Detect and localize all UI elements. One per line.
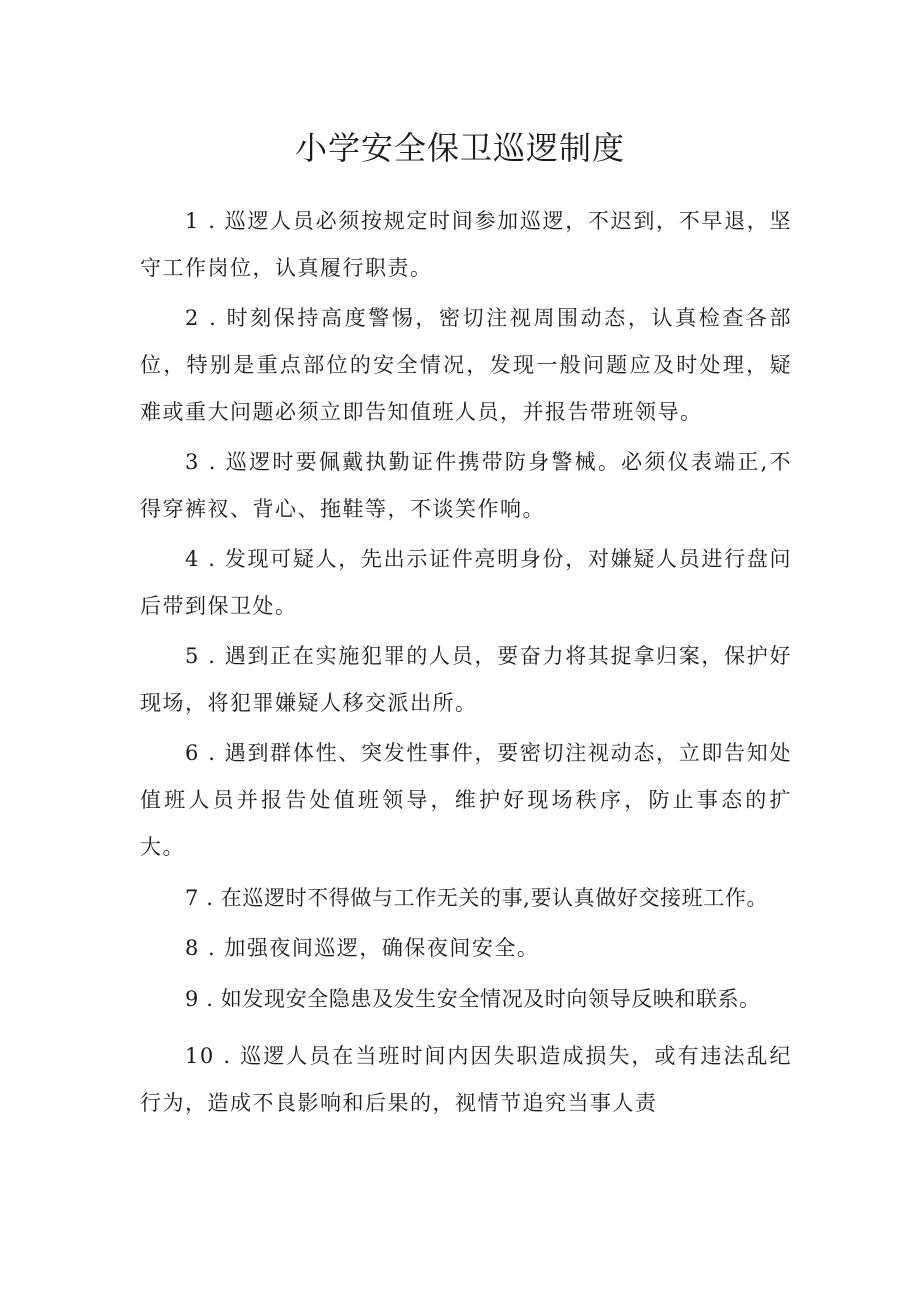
rule-item-9: 9 . 如发现安全隐患及发生安全情况及时向领导反映和联系。	[185, 987, 761, 1011]
rule-item-3: 3 . 巡逻时要佩戴执勤证件携带防身警械。必须仪表端正,不得穿裤衩、背心、拖鞋等，不谈笑作响。	[140, 450, 792, 521]
rule-item-8: 8 . 加强夜间巡逻，确保夜间安全。	[185, 936, 540, 960]
rule-item-1: 1 . 巡逻人员必须按规定时间参加巡逻，不迟到，不早退，坚守工作岗位，认真履行职责。	[140, 209, 792, 280]
document-body	[140, 198, 792, 1127]
rule-item-7: 7 . 在巡逻时不得做与工作无关的事,要认真做好交接班工作。	[185, 886, 769, 910]
rule-item-2: 2 . 时刻保持高度警惕，密切注视周围动态，认真检查各部位，特别是重点部位的安全情况，发现一般问题应及时处理，疑难或重大问题必须立即告知值班人员，并报告带班领导。	[140, 306, 792, 424]
rule-item-10: 10 . 巡逻人员在当班时间内因失职造成损失，或有违法乱纪行为，造成不良影响和后果的，视情节追究当事人责	[140, 1044, 792, 1115]
rule-item-4: 4 . 发现可疑人，先出示证件亮明身份，对嫌疑人员进行盘问后带到保卫处。	[140, 547, 792, 618]
document-title: 小学安全保卫巡逻制度	[294, 129, 625, 167]
rule-item-5: 5 . 遇到正在实施犯罪的人员，要奋力将其捉拿归案，保护好现场，将犯罪嫌疑人移交派出所。	[140, 644, 792, 715]
rule-item-6: 6 . 遇到群体性、突发性事件，要密切注视动态，立即告知处值班人员并报告处值班领导，维护好现场秩序，防止事态的扩大。	[140, 741, 792, 859]
